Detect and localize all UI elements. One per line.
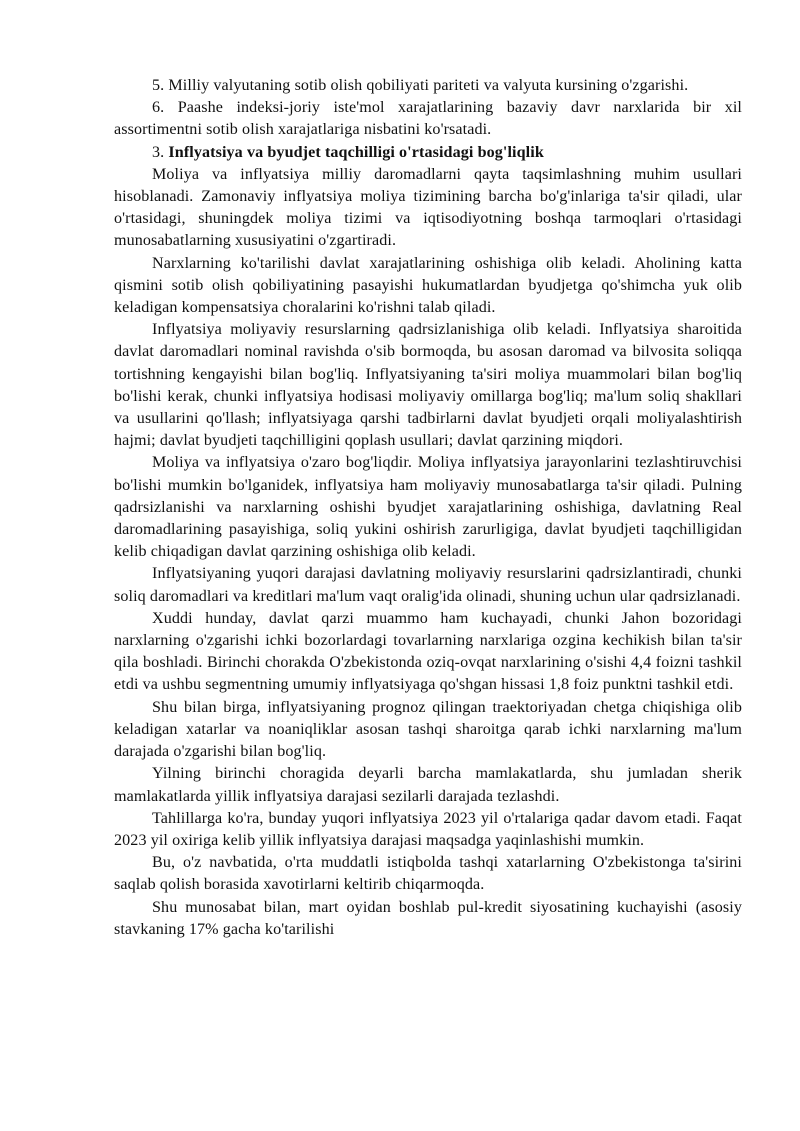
body-paragraph: Narxlarning ko'tarilishi davlat xarajatlarining oshishiga olib keladi. Aholining katta qismini sotib olish qobiliyatining pasayishi hukumatlardan byudjetga qo'shimcha yuk olib keladigan kompensatsiya choralarini ko'rishni talab qiladi.: [114, 254, 742, 317]
body-paragraph: Inflyatsiya moliyaviy resurslarning qadrsizlanishiga olib keladi. Inflyatsiya sharoitida davlat daromadlari nominal ravishda o'sib bormoqda, bu asosan daromad va bilvosita soliqqa tortishning kengayishi bilan bog'liq. Inflyatsiyaning ta'siri moliya muammolari bilan bog'liq bo'lishi kerak, chunki inflyatsiya hodisasi moliyaviy omillarga bog'liq; ma'lum soliq shakllari va usullarini qo'llash; inflyatsiyaga qarshi tadbirlarni davlat byudjeti orqali moliyalashtirish hajmi; davlat byudjeti taqchilligini qoplash usullari; davlat qarzining miqdori.: [114, 321, 742, 450]
section-number: 3.: [152, 143, 169, 161]
body-paragraph: Bu, o'z navbatida, o'rta muddatli istiqbolda tashqi xatarlarning O'zbekistonga ta'sirini saqlab qolish borasida xavotirlarni keltirib chiqarmoqda.: [114, 854, 742, 894]
body-paragraph: Tahlillarga ko'ra, bunday yuqori inflyatsiya 2023 yil o'rtalariga qadar davom etadi. Faqat 2023 yil oxiriga kelib yillik inflyatsiya darajasi maqsadga yaqinlashishi mumkin.: [114, 809, 742, 849]
body-paragraph: Xuddi hunday, davlat qarzi muammo ham kuchayadi, chunki Jahon bozoridagi narxlarning o'zgarishi ichki bozorlardagi tovarlarning narxlariga ozgina kechikish bilan ta'sir qila boshladi. Birinchi chorakda O'zbekistonda oziq-ovqat narxlarining o'sishi 4,4 foizni tashkil etdi va ushbu segmentning umumiy inflyatsiyaga qo'shgan hissasi 1,8 foiz punktni tashkil etdi.: [114, 609, 742, 694]
document-page: [114, 75, 742, 941]
body-paragraph: Shu munosabat bilan, mart oyidan boshlab pul-kredit siyosatining kuchayishi (asosiy stavkaning 17% gacha ko'tarilishi: [114, 898, 742, 938]
body-paragraph: Inflyatsiyaning yuqori darajasi davlatning moliyaviy resurslarini qadrsizlantiradi, chunki soliq daromadlari va kreditlari ma'lum vaqt oralig'ida olinadi, shuning uchun ular qadrsizlanadi.: [114, 565, 742, 605]
body-paragraph: Moliya va inflyatsiya milliy daromadlarni qayta taqsimlashning muhim usullari hisoblanadi. Zamonaviy inflyatsiya moliya tizimining barcha bo'g'inlariga ta'sir qiladi, ular o'rtasidagi, shuningdek moliya tizimi va iqtisodiyotning boshqa tarmoqlari o'rtasidagi munosabatlarning xususiyatini o'zgartiradi.: [114, 165, 742, 250]
section-title: Inflyatsiya va byudjet taqchilligi o'rtasidagi bog'liqlik: [168, 143, 544, 161]
list-item-5: 5. Milliy valyutaning sotib olish qobiliyati pariteti va valyuta kursining o'zgarishi.: [152, 77, 689, 94]
section-heading: [114, 142, 742, 164]
body-paragraph: Yilning birinchi choragida deyarli barcha mamlakatlarda, shu jumladan sherik mamlakatlarda yillik inflyatsiya darajasi sezilarli darajada tezlashdi.: [114, 765, 742, 805]
body-paragraph: Shu bilan birga, inflyatsiyaning prognoz qilingan traektoriyadan chetga chiqishiga olib keladigan xatarlar va noaniqliklar asosan tashqi sharoitga qarab ichki narxlarning ma'lum darajada o'zgarishi bilan bog'liq.: [114, 698, 742, 761]
body-paragraph: Moliya va inflyatsiya o'zaro bog'liqdir. Moliya inflyatsiya jarayonlarini tezlashtiruvchisi bo'lishi mumkin bo'lganidek, inflyatsiya ham moliyaviy munosabatlarga ta'sir qiladi. Pulning qadrsizlanishi va narxlarning oshishi byudjet xarajatlarining oshishiga, davlatning Real daromadlarining pasayishiga, soliq yukini oshirish zarurligiga, davlat byudjeti taqchilligidan kelib chiqadigan davlat qarzining oshishiga olib keladi.: [114, 454, 742, 561]
list-item-6: 6. Paashe indeksi-joriy iste'mol xarajatlarining bazaviy davr narxlarida bir xil assortimentni sotib olish xarajatlariga nisbatini ko'rsatadi.: [114, 99, 742, 139]
